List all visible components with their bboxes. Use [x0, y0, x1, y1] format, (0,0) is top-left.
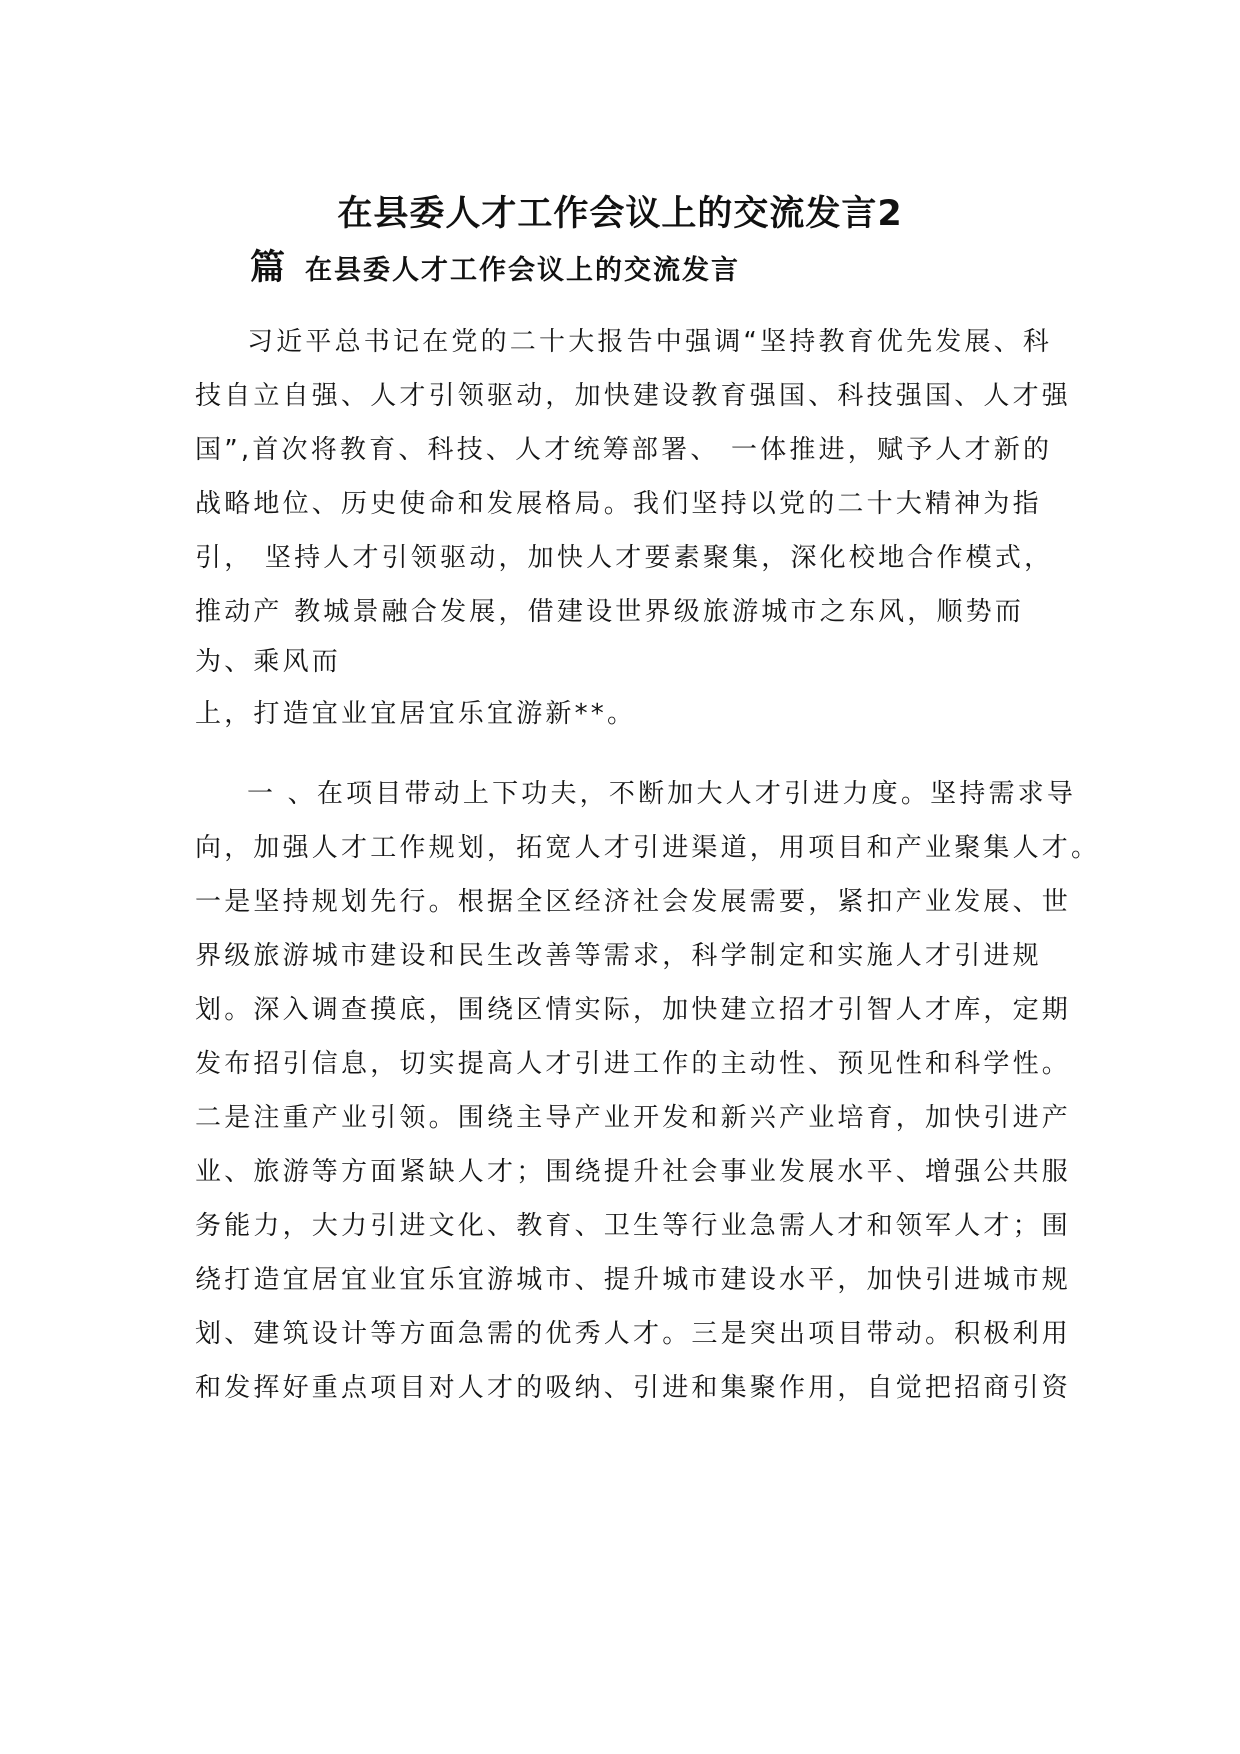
paragraph-line: 绕打造宜居宜业宜乐宜游城市、提升城市建设水平，加快引进城市规: [195, 1265, 1072, 1295]
paragraph-line: 国”,首次将教育、科技、人才统筹部署、 一体推进，赋予人才新的: [195, 435, 1053, 465]
paragraph-line: 战略地位、历史使命和发展格局。我们坚持以党的二十大精神为指: [195, 489, 1042, 519]
paragraph-line: 业、旅游等方面紧缺人才；围绕提升社会事业发展水平、增强公共服: [195, 1157, 1072, 1187]
paragraph-line: 发布招引信息，切实提高人才引进工作的主动性、预见性和科学性。: [195, 1049, 1072, 1079]
paragraph-line: 技自立自强、人才引领驱动，加快建设教育强国、科技强国、人才强: [195, 381, 1072, 411]
paragraph-line: 推动产 教城景融合发展，借建设世界级旅游城市之东风，顺势而: [195, 597, 1025, 627]
paragraph-line: 一 、在项目带动上下功夫，不断加大人才引进力度。坚持需求导: [247, 779, 1077, 809]
paragraph-line: 习近平总书记在党的二十大报告中强调“坚持教育优先发展、科: [247, 327, 1053, 357]
paragraph-line: 向，加强人才工作规划，拓宽人才引进渠道，用项目和产业聚集人才。: [195, 833, 1101, 863]
paragraph-line: 划、建筑设计等方面急需的优秀人才。三是突出项目带动。积极利用: [195, 1319, 1072, 1349]
paragraph-line: 划。深入调查摸底，围绕区情实际，加快建立招才引智人才库，定期: [195, 995, 1072, 1025]
document-subtitle: 在县委人才工作会议上的交流发言: [305, 255, 741, 286]
paragraph-line: 二是注重产业引领。围绕主导产业开发和新兴产业培育，加快引进产: [195, 1103, 1072, 1133]
paragraph-line: 和发挥好重点项目对人才的吸纳、引进和集聚作用，自觉把招商引资: [195, 1373, 1072, 1403]
paragraph-line: 界级旅游城市建设和民生改善等需求，科学制定和实施人才引进规: [195, 941, 1042, 971]
paragraph-line: 上，打造宜业宜居宜乐宜游新**。: [195, 699, 637, 729]
paragraph-line: 一是坚持规划先行。根据全区经济社会发展需要，紧扣产业发展、世: [195, 887, 1072, 917]
paragraph-line: 引， 坚持人才引领驱动，加快人才要素聚集，深化校地合作模式，: [195, 543, 1054, 573]
paragraph-line: 为、乘风而: [195, 647, 342, 677]
document-title: 在县委人才工作会议上的交流发言2: [337, 194, 903, 234]
subtitle-mark: 篇: [250, 248, 286, 288]
paragraph-line: 务能力，大力引进文化、教育、卫生等行业急需人才和领军人才；围: [195, 1211, 1072, 1241]
subtitle-row: [250, 246, 740, 290]
